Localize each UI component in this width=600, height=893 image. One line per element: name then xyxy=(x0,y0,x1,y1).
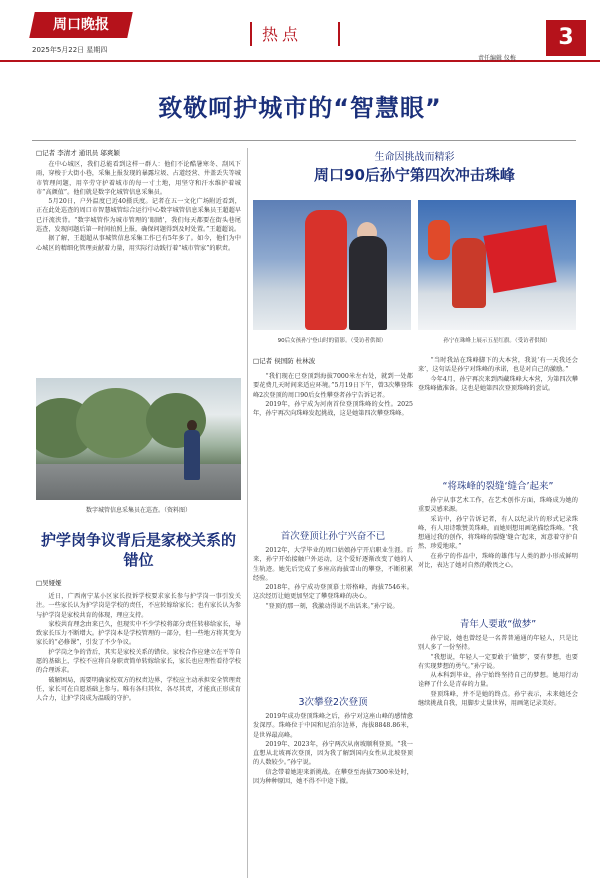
paragraph: 登顶珠峰，并不是她的终点。孙宁表示，未来她还会继续挑战自我，用脚步丈量世界，用画笔记录美好。 xyxy=(418,690,578,708)
newspaper-logo: 周口晚报 xyxy=(29,12,133,38)
paragraph: 采访中，孙宁告诉记者，有人以纪录片的形式记录珠峰，有人用诗歌赞美珠峰，而她则想用画笔描绘珠峰。“我想通过我的创作，将珠峰的裂缝‘缝合’起来，寓意着守护自然、珍爱地球。” xyxy=(418,515,578,551)
paragraph: 护学岗之争的背后，其实是家校关系的错位。家校合作应建立在平等自愿的基础上，学校不应将自身职责简单转嫁给家长，家长也应理性看待学校的合理诉求。 xyxy=(36,648,241,675)
byline: □吴娅娅 xyxy=(36,579,62,587)
article-body xyxy=(253,712,413,786)
publication-date: 2025年5月22日 星期四 xyxy=(32,46,108,54)
paragraph: 在中心城区，我们总能看到这样一群人：他们不论酷暑寒冬、刮风下雨，穿梭于大街小巷，采集上报发现的暴露垃圾、占道经营、井盖丢失等城市管理问题，用辛劳守护着城市的每一寸土地，用坚守和汗水维护着城市“高颜值”。他们就是数字化城管信息采集员。 xyxy=(36,161,241,196)
story-digital-city-management xyxy=(36,148,241,253)
paragraph: 据了解，王超超从事城管信息采集工作已有5年多了。如今，他们为中心城区的精细化管理贡献着力量，用实际行动践行着“城市管家”的职责。 xyxy=(36,235,241,252)
article-body xyxy=(36,160,241,253)
section-heading: “将珠峰的裂缝‘缝合’起来” xyxy=(442,481,554,492)
article-body xyxy=(418,634,578,708)
page-number: 3 xyxy=(546,20,586,56)
photo-caption: 90后女孩孙宁登山时的留影。（受访者供图） xyxy=(277,338,387,344)
byline: □记者 李清才 通讯员 邬爽颖 xyxy=(36,149,120,157)
article-body xyxy=(253,372,413,418)
paragraph: “我想说，年轻人一定要敢于‘做梦’，要有梦想，也要有实现梦想的勇气。”孙宁说。 xyxy=(418,653,578,670)
paragraph: 家校共育理念由来已久，但现实中不少学校将部分责任转移给家长，导致家长压力不断增大。护学岗本是学校管理的一部分，但一些地方将其变为家长的“必修课”，引发了不少争议。 xyxy=(36,620,241,647)
headline-rule xyxy=(32,140,576,141)
paragraph: 今年4月，孙宁再次来到西藏珠峰大本营，为第四次攀登珠峰做准备。这也是她第四次登顶珠峰的尝试。 xyxy=(418,375,578,392)
woman-figure xyxy=(349,236,387,330)
editor-credit: 责任编辑 仪梅 xyxy=(478,55,516,62)
paragraph: 近日，广西南宁某小区家长投诉学校要求家长参与护学岗一事引发关注。一些家长认为护学岗是学校的责任，不应转嫁给家长；也有家长认为参与护学岗是家校共育的体现，理应支持。 xyxy=(36,593,241,619)
paragraph: “我们现在已登顶到海拔7000米左右处，就到一处都要花费几天时间来适应环境。”5月19日下午，曾3次攀登珠峰2次登顶的周口90后女性攀登者孙宁告诉记者。 xyxy=(253,373,413,399)
paragraph: 2018年，孙宁成功登顶慕士塔格峰，海拔7546米。这次经历让她更加坚定了攀登珠峰的决心。 xyxy=(253,584,413,601)
section-heading: 青年人要敢“做梦” xyxy=(459,619,537,630)
paragraph: 5月20日，户外温度已近40摄氏度。记者在五一文化广场附近看到，正在此处巡查的周口市智慧城管综合运行中心数字城管信息采集员王超超早已汗流浃背。“数字城管作为城市管理的‘眼睛’，我们每天都要在街头巷尾巡查，发现问题后第一时间拍照上报，确保问题得到及时处置。”王超超说。 xyxy=(36,198,241,234)
paragraph: 2019年，孙宁成为河南首位登顶珠峰的女性。2025年，孙宁再次向珠峰发起挑战，这是她第四次攀登珠峰。 xyxy=(253,400,413,418)
paragraph: 在孙宁的作品中，珠峰的雄伟与人类的渺小形成鲜明对比，表达了她对自然的敬畏之心。 xyxy=(418,552,578,570)
opinion-body xyxy=(36,592,241,704)
climber-figure xyxy=(428,220,450,260)
story-headline: 周口90后孙宁第四次冲击珠峰 xyxy=(314,166,515,184)
section-heading: 首次登顶让孙宁兴奋不已 xyxy=(280,531,386,542)
photo-caption: 数字城管信息采集员在巡查。（资料图） xyxy=(86,507,192,514)
section-heading: 3次攀登2次登顶 xyxy=(298,697,368,708)
photo-caption: 孙宁在珠峰上展示五星红旗。（受访者供图） xyxy=(443,338,551,344)
paragraph: “登顶的那一刻，我激动得说不出话来。”孙宁说。 xyxy=(265,602,399,610)
paragraph: 2019年、2023年，孙宁两次从南坡顺利登顶。“我一直想从北坡再次登顶，因为我了解到国内女性从北坡登顶的人数较少。”孙宁说。 xyxy=(253,740,413,767)
section-divider xyxy=(250,22,252,46)
main-headline: 致敬呵护城市的“智慧眼” xyxy=(158,94,442,122)
paragraph: 孙宁说，她也曾经是一名普普通通的年轻人，只是比别人多了一份坚持。 xyxy=(418,635,578,652)
article-body xyxy=(418,496,578,570)
paragraph: 从本科到毕业，孙宁始终坚持自己的梦想。她用行动诠释了什么是青春的力量。 xyxy=(418,672,578,689)
paragraph: 2019年成功登顶珠峰之后，孙宁对这座山峰的感情愈发深厚。珠峰位于中国和尼泊尔边界，海拔8848.86米，是世界最高峰。 xyxy=(253,713,413,739)
byline: □记者 侯国防 杜林波 xyxy=(253,357,316,365)
paragraph: 破解困局，需要明确家校双方的权责边界，学校应主动承担安全管理责任，家长可在自愿基础上参与。唯有各归其位、各尽其责，才能真正形成育人合力，让护学岗成为温暖的守护。 xyxy=(36,676,241,703)
section-title: 热点 xyxy=(262,25,303,44)
tree xyxy=(76,388,156,458)
column-divider xyxy=(247,148,248,878)
climber-portrait-photo xyxy=(253,200,411,330)
inspector-figure xyxy=(184,430,200,480)
paragraph: “当时我站在珠峰脚下的大本营，我说‘有一天我还会来’，这句话是孙宁对珠峰的承诺，也是对自己的激励。” xyxy=(418,357,578,374)
story-kicker: 生命因挑战而精彩 xyxy=(374,152,455,163)
article-body xyxy=(418,356,578,393)
summit-flag-photo xyxy=(418,200,576,330)
opinion-headline: 护学岗争议背后是家校关系的错位 xyxy=(40,531,236,569)
masthead xyxy=(0,0,600,62)
street-inspector-photo xyxy=(36,378,241,500)
paragraph: 孙宁从事艺术工作，在艺术创作方面，珠峰成为她的重要灵感来源。 xyxy=(418,497,578,514)
section-divider xyxy=(338,22,340,46)
paragraph: 信念带着她迎来新挑战。在攀登至海拔7300米处时，因为种种原因，她不得不中途下撤。 xyxy=(253,768,413,786)
paragraph: 2012年，大学毕业的周口姑娘孙宁开启职业生涯。后来，孙宁开始接触户外运动，这个爱好逐渐改变了她的人生轨迹。她先后完成了多座高海拔雪山的攀登，不断积累经验。 xyxy=(253,547,413,582)
road xyxy=(36,464,241,500)
national-flag xyxy=(483,225,556,293)
climber-figure xyxy=(452,238,486,308)
red-climbing-suit xyxy=(305,210,347,330)
article-body xyxy=(253,546,413,611)
